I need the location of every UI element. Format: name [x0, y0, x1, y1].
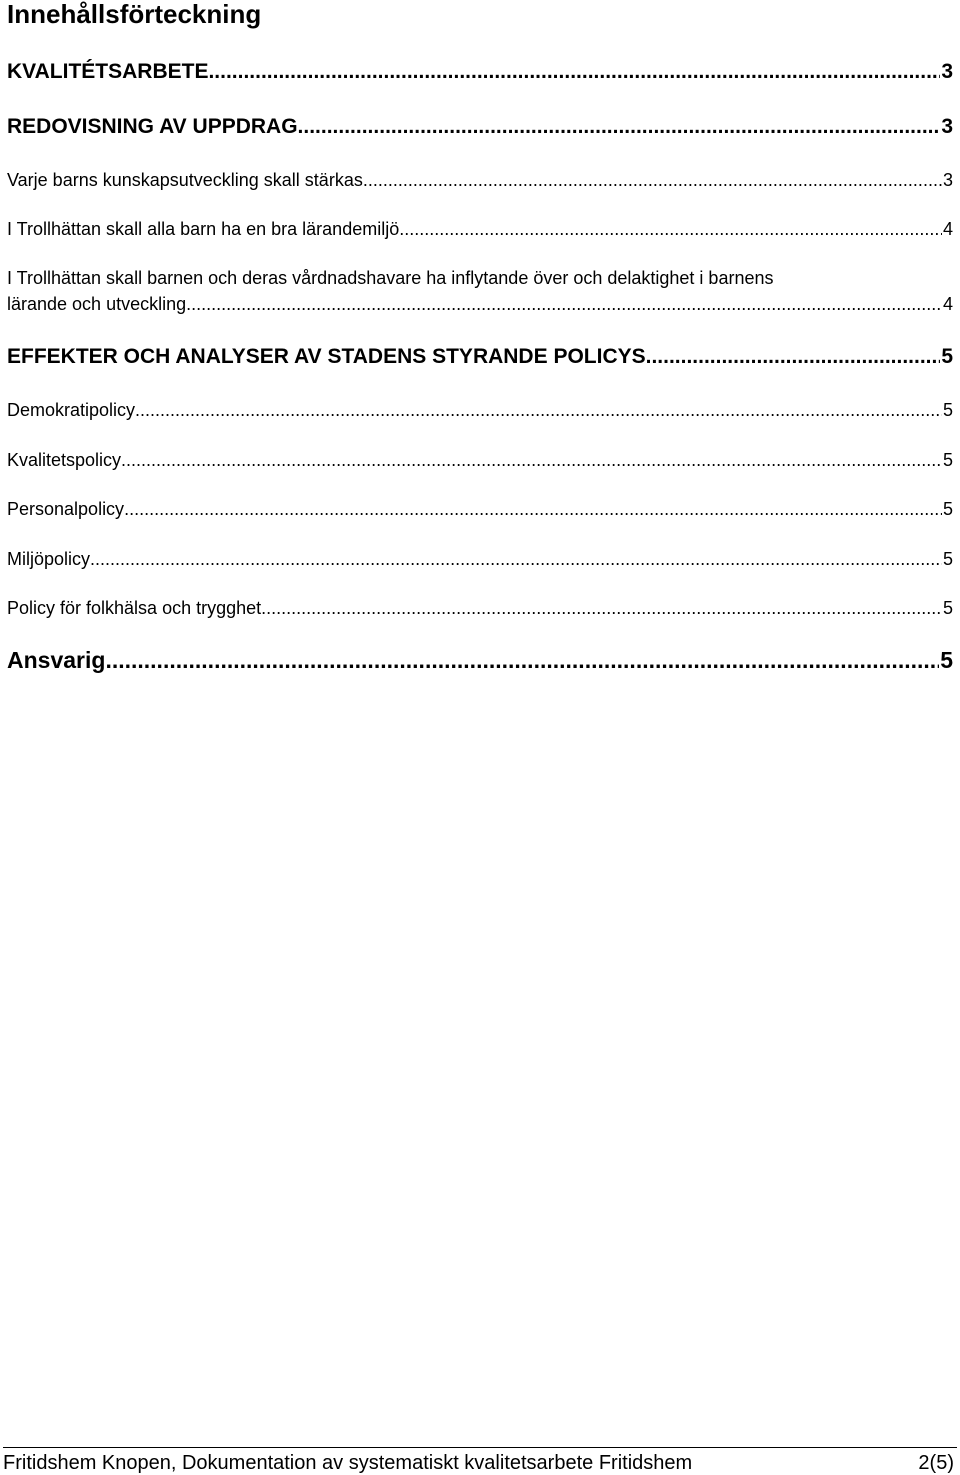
toc-entry-label: KVALITÉTSARBETE [7, 60, 209, 83]
dot-leader [399, 217, 942, 241]
dot-leader [105, 646, 939, 674]
toc-entry-page: 5 [942, 598, 953, 618]
toc-entry-miljopolicy[interactable] [7, 547, 953, 571]
footer-document-title: Fritidshem Knopen, Dokumentation av systematiskt kvalitetsarbete Fritidshem [3, 1452, 693, 1474]
dot-leader [135, 398, 942, 422]
toc-entry-demokratipolicy[interactable] [7, 398, 953, 422]
dot-leader [363, 168, 942, 192]
toc-entry-label: Policy för folkhälsa och trygghet [7, 598, 262, 618]
toc-entry-page: 5 [942, 499, 953, 519]
toc-entry-page: 3 [941, 60, 953, 83]
toc-entry-page: 5 [942, 450, 953, 470]
toc-entry-ansvarig[interactable] [7, 646, 953, 674]
page-footer [3, 1447, 957, 1475]
toc-entry-page: 5 [942, 549, 953, 569]
dot-leader [261, 596, 942, 620]
toc-entry-label: Ansvarig [7, 647, 106, 673]
toc-entry-page: 3 [942, 170, 953, 190]
toc-entry-label: I Trollhättan skall alla barn ha en bra lärandemiljö [7, 219, 400, 239]
toc-entry-page: 5 [942, 400, 953, 420]
toc-entry-label: Miljöpolicy [7, 549, 91, 569]
toc-entry-label: Varje barns kunskapsutveckling skall stärkas [7, 170, 363, 190]
toc-entry-folkhalsa-och-trygghet[interactable] [7, 596, 953, 620]
dot-leader [121, 448, 942, 472]
toc-entry-page: 4 [942, 294, 953, 314]
toc-entry-label: REDOVISNING AV UPPDRAG [7, 115, 298, 138]
toc-entry-label: EFFEKTER OCH ANALYSER AV STADENS STYRANDE POLICYS [7, 345, 646, 368]
toc-entry-label-line2: lärande och utveckling [7, 294, 187, 314]
toc-entry-kvalitetsarbete[interactable] [7, 59, 953, 85]
toc-entry-label: Kvalitetspolicy [7, 450, 122, 470]
toc-entry-page: 3 [941, 115, 953, 138]
dot-leader [186, 292, 942, 316]
dot-leader [90, 547, 942, 571]
toc-entry-page: 5 [940, 647, 953, 673]
toc-entry-redovisning-av-uppdrag[interactable] [7, 114, 953, 140]
toc-entry-label: Demokratipolicy [7, 400, 136, 420]
toc-entry-page: 5 [941, 345, 953, 368]
toc-entry-label-line1: I Trollhättan skall barnen och deras vårdnadshavare ha inflytande över och delaktighet i barnens [7, 268, 774, 288]
dot-leader [646, 344, 941, 370]
page-title: Innehållsförteckning [7, 0, 262, 29]
dot-leader [208, 59, 940, 85]
toc-entry-personalpolicy[interactable] [7, 497, 953, 521]
dot-leader [124, 497, 942, 521]
toc-entry-inflytande[interactable] [7, 266, 953, 316]
toc-entry-label: Personalpolicy [7, 499, 125, 519]
toc-entry-kvalitetspolicy[interactable] [7, 448, 953, 472]
toc-entry-effekter-och-analyser[interactable] [7, 344, 953, 370]
footer-page-number: 2(5) [918, 1452, 954, 1474]
toc-entry-kunskapsutveckling[interactable] [7, 168, 953, 192]
dot-leader [298, 114, 941, 140]
toc-entry-page: 4 [942, 219, 953, 239]
toc-entry-larandemiljo[interactable] [7, 217, 953, 241]
